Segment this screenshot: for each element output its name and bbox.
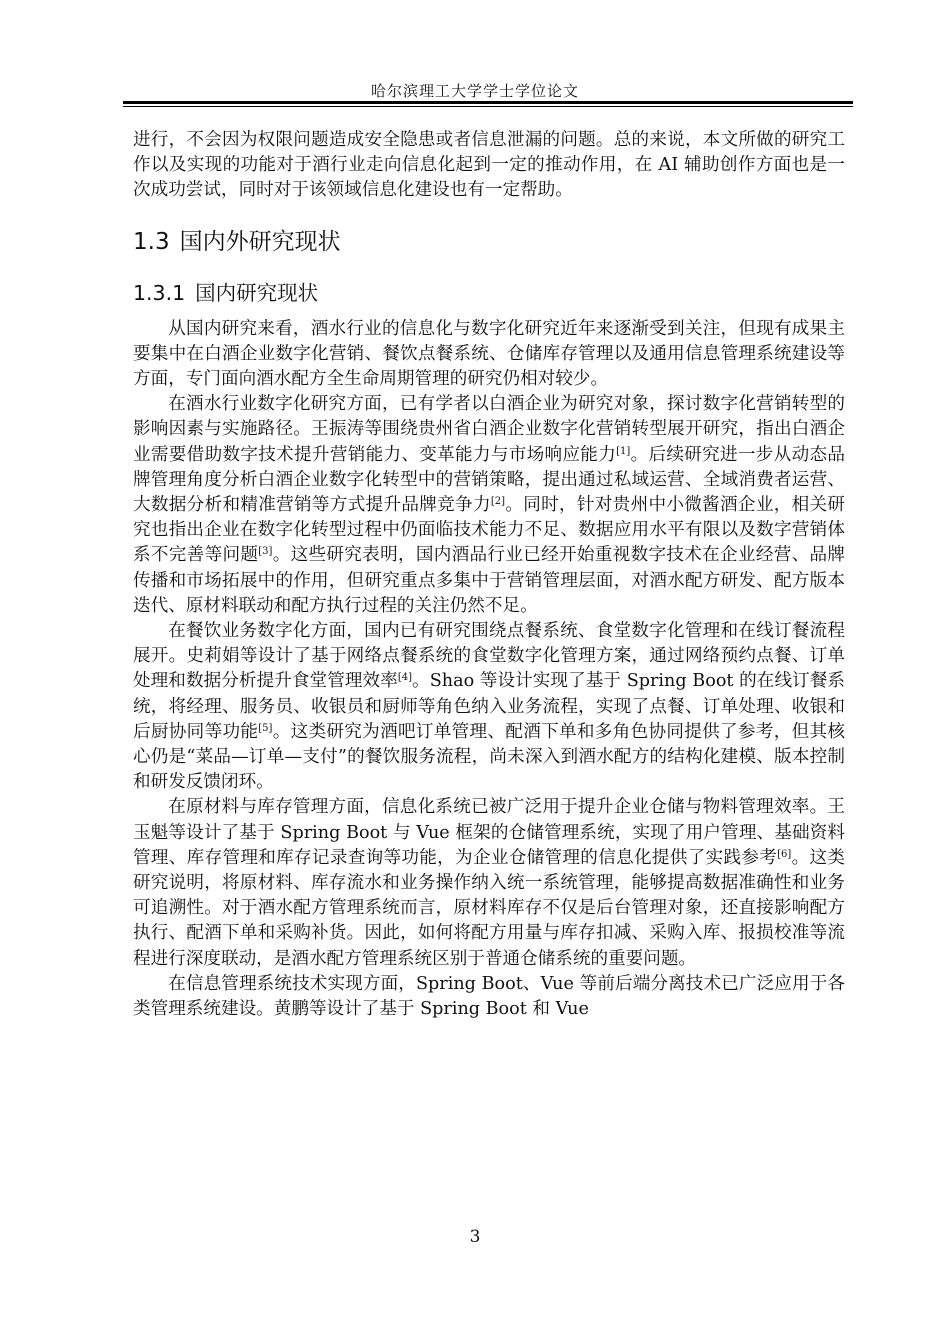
text-run: 。后续研究进一步从动态品牌管理角度分析白酒企业数字化转型中的营销策略，提出通过私域运营、全域消费者运营、大数据分析和精准营销等方式提升品牌竞争力 [133,444,845,516]
paragraph-intro: 从国内研究来看，酒水行业的信息化与数字化研究近年来逐渐受到关注，但现有成果主要集中在白酒企业数字化营销、餐饮点餐系统、仓储库存管理以及通用信息管理系统建设等方面，专门面向酒水配方全生命周期管理的研究仍相对较少。 [133,318,845,390]
text-run: 。这类研究为酒吧订单管理、配酒下单和多角色协同提供了参考，但其核心仍是“菜品—订单—支付”的餐饮服务流程，尚未深入到酒水配方的结构化建模、版本控制和研发反馈闭环。 [133,721,845,793]
paragraph-tech: 在信息管理系统技术实现方面，Spring Boot、Vue 等前后端分离技术已广泛应用于各类管理系统建设。黄鹏等设计了基于 Spring Boot 和 Vue [133,973,845,1020]
paragraph-catering [133,619,845,795]
paragraph-liquor-digital [133,392,845,619]
header-rule-thin [123,106,853,107]
citation-2: [2] [490,496,506,508]
section-title: 国内外研究现状 [179,228,341,255]
body-text [133,128,845,1022]
text-run: 。同时，针对贵州中小微酱酒企业，相关研究也指出企业在数字化转型过程中仍面临技术能力不足、数据应用水平有限以及数字营销体系不完善等问题 [133,495,845,566]
text-run: 在餐饮业务数字化方面，国内已有研究围绕点餐系统、食堂数字化管理和在线订餐流程展开。史莉娟等设计了基于网络点餐系统的食堂数字化管理方案，通过网络预约点餐、订单处理和数据分析提升食堂管理效率 [133,621,845,692]
text-run: 在原材料与库存管理方面，信息化系统已被广泛用于提升企业仓储与物料管理效率。王玉魁等设计了基于 Spring Boot 与 Vue 框架的仓储管理系统，实现了用户管理、基础资料管理、库存管理和库存记录查询等功能，为企业仓储管理的信息化提供了实践参考 [133,797,845,868]
subsection-number: 1.3.1 [133,280,186,305]
text-run: 在酒水行业数字化研究方面，已有学者以白酒企业为研究对象，探讨数字化营销转型的影响因素与实施路径。王振涛等围绕贵州省白酒企业数字化营销转型展开研究，指出白酒企业需要借助数字技术提升营销能力、变革能力与市场响应能力 [133,394,845,465]
citation-5: [5] [258,722,273,734]
page-number: 3 [469,1227,481,1247]
citation-6: [6] [777,848,792,860]
text-run: 。这类研究说明，将原材料、库存流水和业务操作纳入统一系统管理，能够提高数据准确性和业务可追溯性。对于酒水配方管理系统而言，原材料库存不仅是后台管理对象，还直接影响配方执行、配酒下单和采购补货。因此，如何将配方用量与库存扣减、采购入库、报损校准等流程进行深度联动，是酒水配方管理系统区别于普通仓储系统的重要问题。 [133,847,845,969]
citation-3: [3] [258,546,273,558]
citation-4: [4] [397,672,412,684]
text-run: 。这些研究表明，国内酒品行业已经开始重视数字技术在企业经营、品牌传播和市场拓展中的作用，但研究重点多集中于营销管理层面，对酒水配方研发、配方版本迭代、原材料联动和配方执行过程的关注仍然不足。 [133,545,845,616]
subsection-heading-1-3-1 [133,279,845,307]
section-number: 1.3 [133,228,170,255]
text-run: 。Shao 等设计实现了基于 Spring Boot 的在线订餐系统，将经理、服务员、收银员和厨师等角色纳入业务流程，实现了点餐、订单处理、收银和后厨协同等功能 [133,671,845,742]
running-header: 哈尔滨理工大学学士学位论文 [370,82,579,100]
paragraph-continued: 进行，不会因为权限问题造成安全隐患或者信息泄漏的问题。总的来说，本文所做的研究工作以及实现的功能对于酒行业走向信息化起到一定的推动作用，在 AI 辅助创作方面也是一次成功尝试，同时对于该领域信息化建设也有一定帮助。 [133,130,845,201]
subsection-title: 国内研究现状 [195,280,319,305]
section-heading-1-3 [133,227,845,257]
paragraph-inventory [133,795,845,971]
citation-1: [1] [616,445,631,457]
header-rule-thick [123,101,853,104]
